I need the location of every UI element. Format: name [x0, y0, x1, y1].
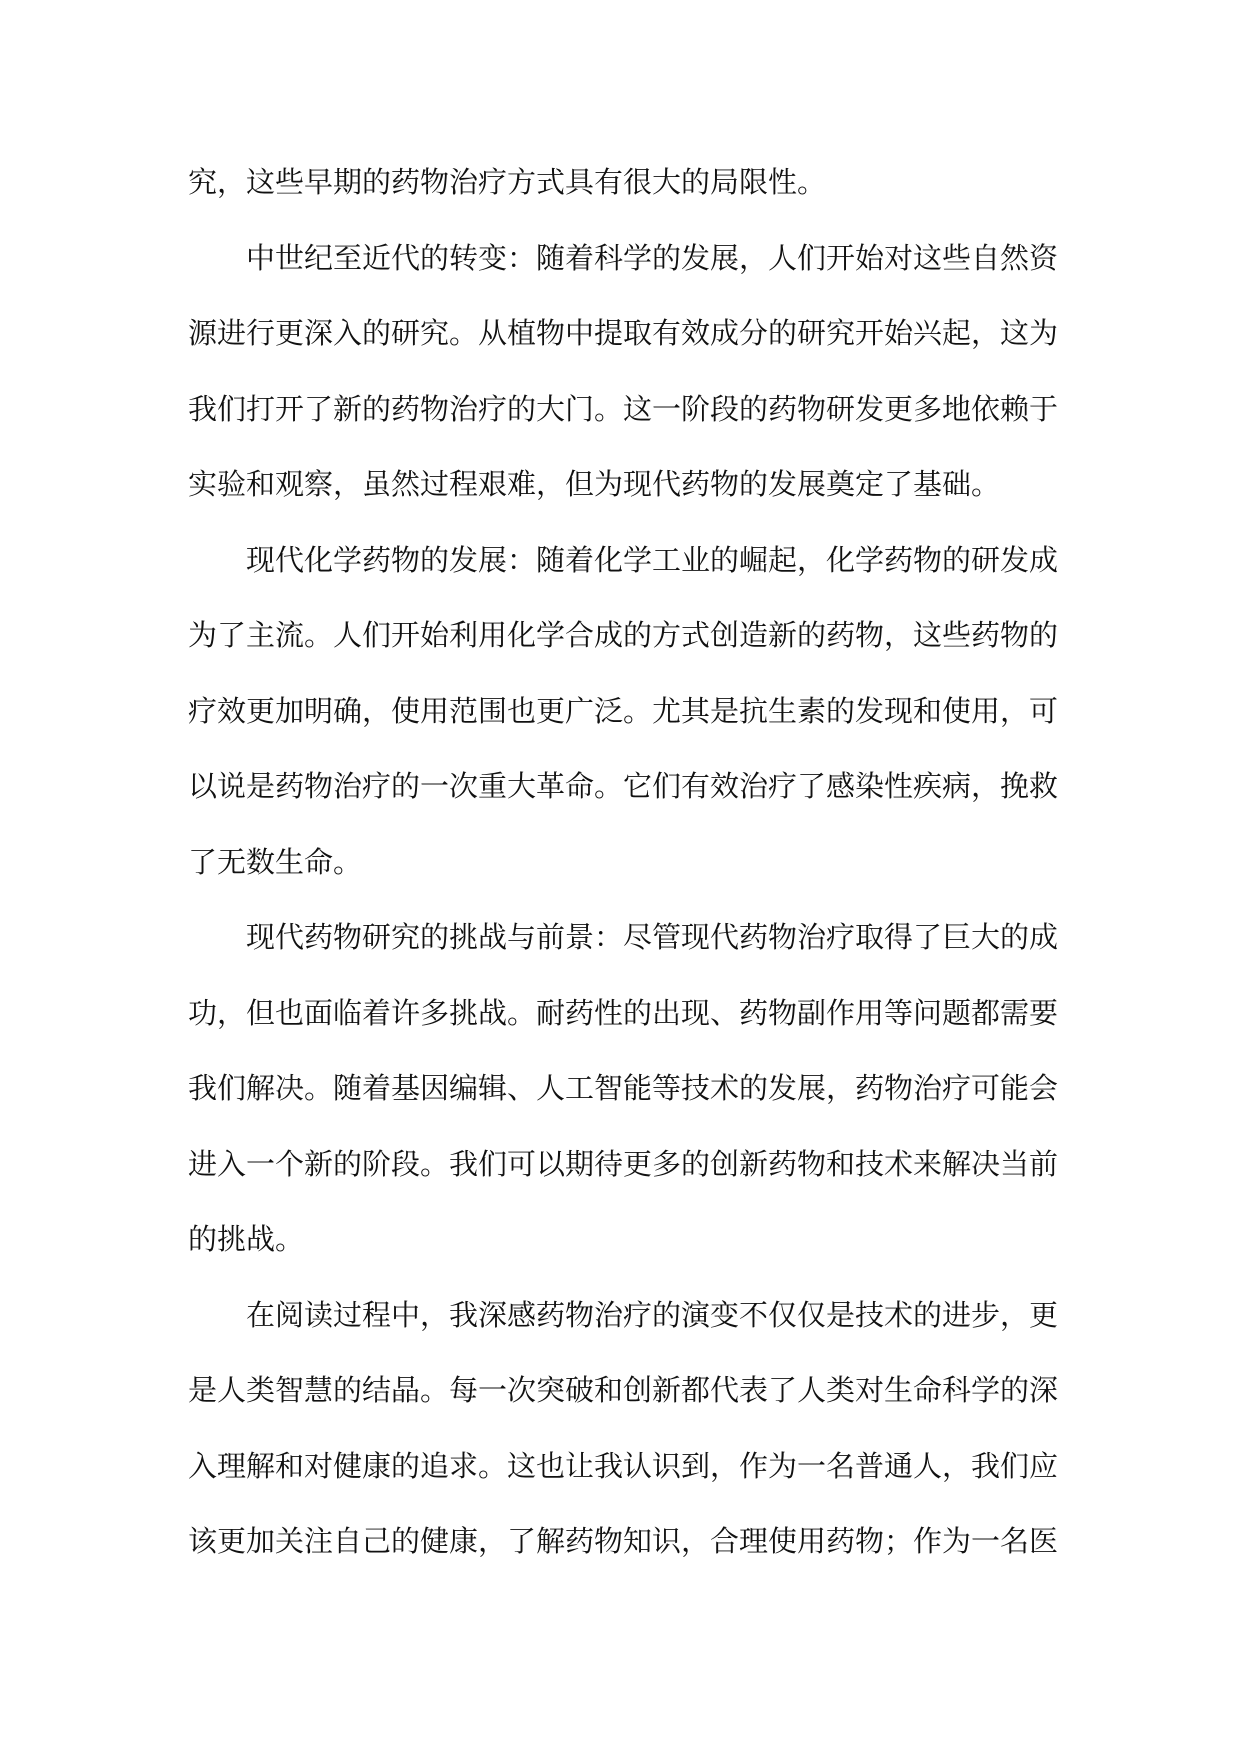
paragraph-medieval-to-modern: 中世纪至近代的转变：随着科学的发展，人们开始对这些自然资源进行更深入的研究。从植物中提取有效成分的研究开始兴起，这为我们打开了新的药物治疗的大门。这一阶段的药物研发更多地依赖于实验和观察，虽然过程艰难，但为现代药物的发展奠定了基础。	[188, 240, 1059, 501]
paragraph-challenges-and-prospects: 现代药物研究的挑战与前景：尽管现代药物治疗取得了巨大的成功，但也面临着许多挑战。耐药性的出现、药物副作用等问题都需要我们解决。随着基因编辑、人工智能等技术的发展，药物治疗可能会进入一个新的阶段。我们可以期待更多的创新药物和技术来解决当前的挑战。	[188, 920, 1059, 1256]
paragraph-reflection: 在阅读过程中，我深感药物治疗的演变不仅仅是技术的进步，更是人类智慧的结晶。每一次突破和创新都代表了人类对生命科学的深入理解和对健康的追求。这也让我认识到，作为一名普通人，我们应该更加关注自己的健康，了解药物知识，合理使用药物；作为一名医	[188, 1297, 1059, 1558]
document-body	[188, 145, 1058, 1580]
paragraph-continuation: 究，这些早期的药物治疗方式具有很大的局限性。	[188, 165, 827, 199]
paragraph-modern-chemical-drugs: 现代化学药物的发展：随着化学工业的崛起，化学药物的研发成为了主流。人们开始利用化学合成的方式创造新的药物，这些药物的疗效更加明确，使用范围也更广泛。尤其是抗生素的发现和使用，可以说是药物治疗的一次重大革命。它们有效治疗了感染性疾病，挽救了无数生命。	[188, 542, 1059, 879]
